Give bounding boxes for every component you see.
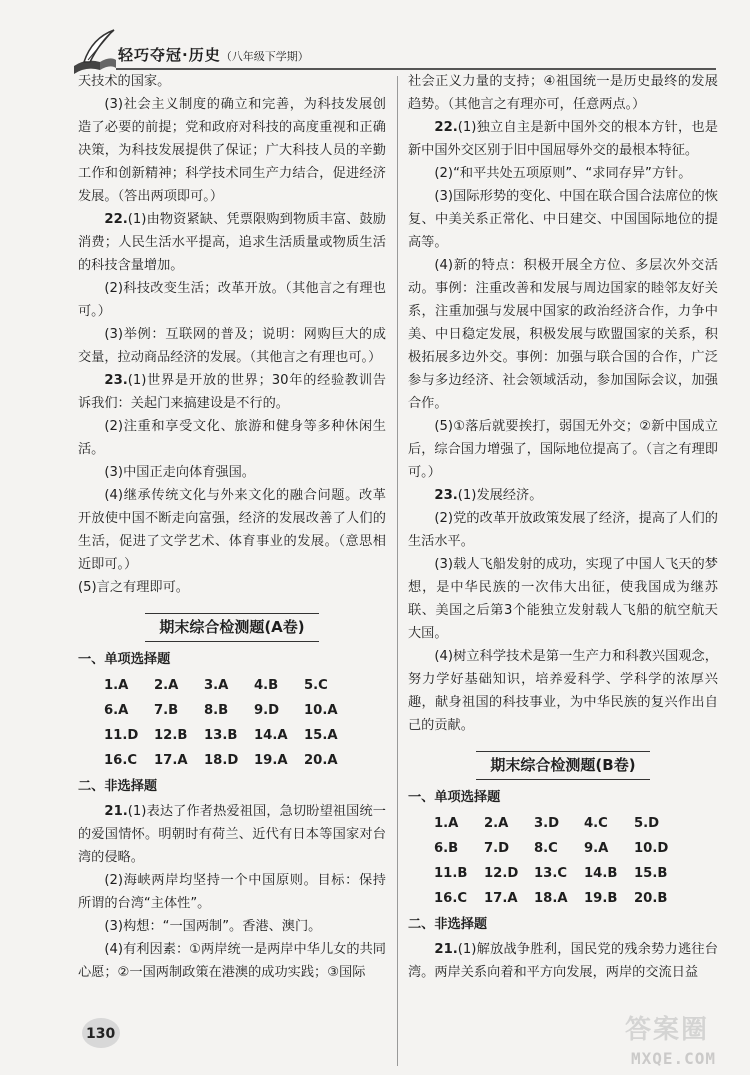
question-23 xyxy=(408,484,718,507)
answer-item: 11.B xyxy=(434,866,468,881)
answer-text: (1)表达了作者热爱祖国，急切盼望祖国统一的爱国情怀。明朝时有荷兰、近代有日本等国家对台湾的侵略。 xyxy=(78,804,386,865)
paragraph: 天技术的国家。 xyxy=(78,74,171,89)
answer-item: 6.B xyxy=(434,841,459,856)
watermark-text: 答案圈 xyxy=(625,1015,710,1045)
paragraph: (3)社会主义制度的确立和完善，为科技发展创造了必要的前提；党和政府对科技的高度重视和正确决策，为科技发展提供了保证；广大科技人员的辛勤工作和创新精神；科学技术同生产力结合，促进经济发展。（答出两项即可。） xyxy=(78,97,386,204)
question-21 xyxy=(408,938,718,984)
paragraph: (4)继承传统文化与外来文化的融合问题。改革开放使中国不断走向富强，经济的发展改善了人们的生活，促进了文学艺术、体育事业的发展。（意思相近即可。） xyxy=(78,488,386,572)
section-heading: 一、单项选择题 xyxy=(78,652,171,667)
exam-a-title-text: 期末综合检测题(A卷) xyxy=(145,613,318,642)
exam-b-title xyxy=(408,751,718,780)
paragraph: (2)科技改变生活；改革开放。（其他言之有理也可。） xyxy=(78,281,386,319)
book-subtitle: （八年级下学期） xyxy=(220,50,309,63)
paragraph: (5)言之有理即可。 xyxy=(78,580,189,595)
page-number-text: 130 xyxy=(86,1026,116,1042)
answer-item: 9.D xyxy=(254,703,280,718)
answer-grid-a xyxy=(78,673,386,773)
answer-item: 4.B xyxy=(254,678,279,693)
section-heading: 二、非选择题 xyxy=(78,779,158,794)
answer-item: 3.D xyxy=(534,816,560,831)
paragraph: (4)新的特点：积极开展全方位、多层次外交活动。事例：注重改善和发展与周边国家的睦邻友好关系，注重加强与发展中国家的政治经济合作，力争中美、中日稳定发展，积极发展与欧盟国家的关系，积极拓展多边外交。事例：加强与联合国的合作，广泛参与多边经济、社会领域活动，参加国际会议，加强合作。 xyxy=(408,258,718,411)
answer-item: 9.A xyxy=(584,841,609,856)
answer-item: 14.B xyxy=(584,866,618,881)
answer-item: 10.A xyxy=(304,703,338,718)
question-number: 23. xyxy=(104,373,128,388)
answer-item: 16.C xyxy=(434,891,468,906)
exam-a-title xyxy=(78,613,386,642)
column-divider xyxy=(397,76,398,1066)
book-title xyxy=(118,44,309,65)
answer-item: 8.B xyxy=(204,703,229,718)
paragraph: (2)党的改革开放政策发展了经济，提高了人们的生活水平。 xyxy=(408,511,718,549)
answer-item: 3.A xyxy=(204,678,229,693)
answer-item: 1.A xyxy=(104,678,129,693)
question-21 xyxy=(78,800,386,869)
answer-item: 20.A xyxy=(304,753,338,768)
answer-item: 19.B xyxy=(584,891,618,906)
paragraph: (3)中国正走向体育强国。 xyxy=(104,465,255,480)
answer-item: 5.C xyxy=(304,678,328,693)
page-number xyxy=(82,1018,122,1052)
answer-text: (1)世界是开放的世界；30年的经验教训告诉我们：关起门来搞建设是不行的。 xyxy=(78,373,386,411)
question-22 xyxy=(78,208,386,277)
answer-item: 12.B xyxy=(154,728,188,743)
answer-item: 7.B xyxy=(154,703,179,718)
answer-item: 6.A xyxy=(104,703,129,718)
answer-item: 11.D xyxy=(104,728,139,743)
paragraph: (3)举例：互联网的普及；说明：网购巨大的成交量，拉动商品经济的发展。（其他言之有理也可。） xyxy=(78,327,386,365)
answer-item: 8.C xyxy=(534,841,558,856)
answer-grid-b xyxy=(408,811,718,911)
paragraph: (2)海峡两岸均坚持一个中国原则。目标：保持所谓的台湾“主体性”。 xyxy=(78,873,386,911)
answer-text: (1)由物资紧缺、凭票限购到物质丰富、鼓励消费；人民生活水平提高，追求生活质量或物质生活的科技含量增加。 xyxy=(78,212,386,273)
question-number: 22. xyxy=(104,212,128,227)
right-column xyxy=(408,70,718,984)
paragraph: (3)国际形势的变化、中国在联合国合法席位的恢复、中美关系正常化、中日建交、中国国际地位的提高等。 xyxy=(408,189,718,250)
exam-b-title-text: 期末综合检测题(B卷) xyxy=(476,751,649,780)
answer-item: 17.A xyxy=(484,891,518,906)
answer-item: 2.A xyxy=(154,678,179,693)
paragraph: (4)有利因素：①两岸统一是两岸中华儿女的共同心愿；②一国两制政策在港澳的成功实践；③国际 xyxy=(78,942,386,980)
answer-item: 17.A xyxy=(154,753,188,768)
answer-item: 16.C xyxy=(104,753,138,768)
answer-item: 15.B xyxy=(634,866,668,881)
answer-item: 13.B xyxy=(204,728,238,743)
question-number: 21. xyxy=(434,942,458,957)
answer-item: 15.A xyxy=(304,728,338,743)
section-heading: 一、单项选择题 xyxy=(408,790,501,805)
question-number: 22. xyxy=(434,120,458,135)
answer-item: 20.B xyxy=(634,891,668,906)
left-column xyxy=(78,70,386,984)
question-number: 21. xyxy=(104,804,128,819)
question-number: 23. xyxy=(434,488,458,503)
watermark-logo xyxy=(595,1005,745,1070)
paragraph: (5)①落后就要挨打，弱国无外交；②新中国成立后，综合国力增强了，国际地位提高了。（言之有理即可。） xyxy=(408,419,718,480)
answer-item: 14.A xyxy=(254,728,288,743)
answer-item: 1.A xyxy=(434,816,459,831)
answer-item: 4.C xyxy=(584,816,608,831)
answer-item: 10.D xyxy=(634,841,669,856)
answer-text: (1)独立自主是新中国外交的根本方针，也是新中国外交区别于旧中国屈辱外交的最根本特征。 xyxy=(408,120,718,158)
paragraph: (4)树立科学技术是第一生产力和科教兴国观念，努力学好基础知识，培养爱科学、学科学的浓厚兴趣，献身祖国的科技事业，为中华民族的复兴作出自己的贡献。 xyxy=(408,649,718,733)
paragraph: (3)构想：“一国两制”。香港、澳门。 xyxy=(104,919,322,934)
paragraph: (2)“和平共处五项原则”、“求同存异”方针。 xyxy=(434,166,692,181)
question-22 xyxy=(408,116,718,162)
answer-item: 13.C xyxy=(534,866,568,881)
paragraph: (3)载人飞船发射的成功，实现了中国人飞天的梦想，是中华民族的一次伟大出征，使我国成为继苏联、美国之后第3个能独立发射载人飞船的航空航天大国。 xyxy=(408,557,718,641)
answer-item: 7.D xyxy=(484,841,510,856)
answer-item: 12.D xyxy=(484,866,519,881)
answer-item: 18.D xyxy=(204,753,239,768)
question-23 xyxy=(78,369,386,415)
answer-item: 2.A xyxy=(484,816,509,831)
paragraph: 社会正义力量的支持；④祖国统一是历史最终的发展趋势。（其他言之有理亦可，任意两点。） xyxy=(408,74,718,112)
watermark-url: MXQE.COM xyxy=(631,1049,717,1068)
paragraph: (2)注重和享受文化、旅游和健身等多种休闲生活。 xyxy=(78,419,386,457)
answer-text: (1)发展经济。 xyxy=(457,488,543,503)
answer-item: 5.D xyxy=(634,816,660,831)
section-heading: 二、非选择题 xyxy=(408,917,488,932)
answer-item: 19.A xyxy=(254,753,288,768)
answer-item: 18.A xyxy=(534,891,568,906)
book-title-text: 轻巧夺冠·历史 xyxy=(118,46,221,64)
answer-text: (1)解放战争胜利，国民党的残余势力逃往台湾。两岸关系向着和平方向发展，两岸的交流日益 xyxy=(408,942,718,980)
